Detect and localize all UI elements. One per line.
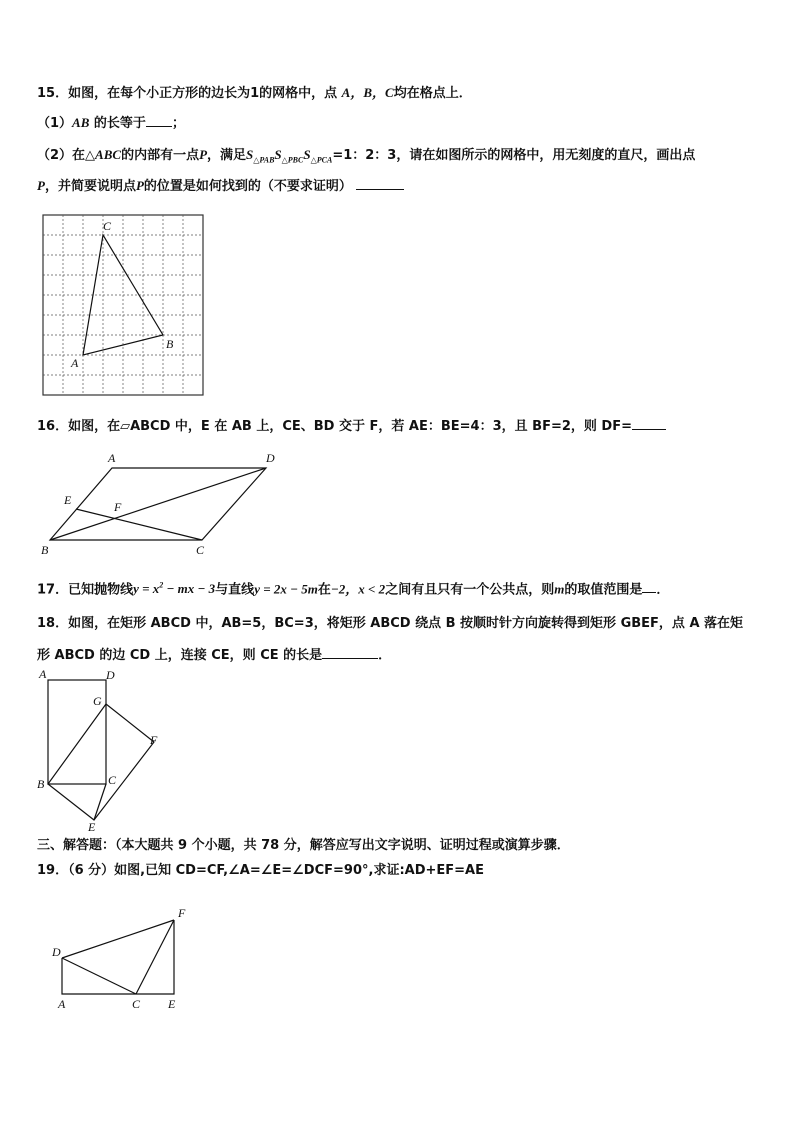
q15-area-1: $S_{\triangle PAB}$ <box>246 147 275 165</box>
q17-mid1: 与直线 <box>215 582 255 598</box>
q15-part2-p: P <box>199 147 208 162</box>
q15-part1-ab: AB <box>72 115 90 130</box>
q17-m: m <box>554 581 565 597</box>
q19-line <box>37 862 484 880</box>
label-d: D <box>52 945 61 959</box>
q18-rectangle-figure <box>36 668 166 834</box>
segment-dc <box>62 958 136 994</box>
q15-part2-p2: P <box>37 178 45 193</box>
q15-grid-figure <box>42 214 204 396</box>
q18-blank[interactable] <box>322 646 378 659</box>
q15-area-2: $S_{\triangle PBC}$ <box>274 147 304 165</box>
outer-frame <box>62 920 174 994</box>
q16-parallelogram-figure <box>36 448 286 560</box>
q15-area-3: $S_{\triangle PCA}$ <box>303 147 333 165</box>
label-a: A <box>108 451 116 465</box>
q19-figure <box>48 904 198 1012</box>
q18-text1: 18．如图，在矩形 ABCD 中，AB=5，BC=3，将矩形 ABCD 绕点 B 按顺时针方向旋转得到矩形 GBEF，点 A 落在矩 <box>37 616 744 631</box>
q17-blank[interactable] <box>642 580 656 593</box>
label-b: B <box>37 777 45 791</box>
q17-number: 17．已知抛物线 <box>37 582 134 598</box>
q17-mid2: 在 <box>317 582 331 598</box>
label-e: E <box>64 493 72 507</box>
label-f: F <box>114 500 122 514</box>
q17-eq2: y = 2x − 5m <box>254 581 318 597</box>
label-a: A <box>71 356 79 370</box>
q18-line2 <box>37 646 391 665</box>
q15-part2-p3: P <box>135 178 144 193</box>
label-a: A <box>58 997 66 1011</box>
q17-dot: ． <box>656 582 670 598</box>
label-b: B <box>41 543 49 557</box>
label-g: G <box>93 694 102 708</box>
q15-points: A，B，C <box>341 85 394 100</box>
rectangle-gbef <box>48 704 154 820</box>
label-e: E <box>168 997 176 1011</box>
section-3-heading <box>37 837 570 855</box>
q15-part2-abc: ABC <box>95 147 122 162</box>
q18-line1 <box>37 615 743 633</box>
q18-end: ． <box>378 648 392 663</box>
q17-mid3: 之间有且只有一个公共点，则 <box>385 582 555 598</box>
label-d: D <box>106 668 115 682</box>
q15-part2-mid: 的内部有一点 <box>121 148 200 163</box>
q17-line <box>37 577 669 599</box>
label-c: C <box>108 773 117 787</box>
q15-part2-ratio: =1：2：3，请在如图所示的网格中，用无刻度的直尺，画出点 <box>332 148 696 163</box>
q18-text2: 形 ABCD 的边 CD 上，连接 CE，则 CE 的长是 <box>37 648 323 663</box>
q15-intro-end: 均在格点上． <box>393 86 472 101</box>
label-b: B <box>166 337 174 351</box>
q16-text: 16．如图，在▱ABCD 中，E 在 AB 上，CE、BD 交于 F，若 AE：BE=4：3，且 BF=2，则 DF= <box>37 419 632 434</box>
q15-part1-blank[interactable] <box>146 114 172 127</box>
segment-ce <box>94 784 106 820</box>
label-e: E <box>88 820 96 834</box>
q15-part2-cond: ，满足 <box>207 148 247 163</box>
label-c: C <box>103 219 112 233</box>
q15-part1-label: （1） <box>37 116 73 131</box>
label-c: C <box>132 997 141 1011</box>
q15-number: 15． <box>37 86 69 101</box>
q15-line1 <box>37 84 472 103</box>
q19-text: 19．（6 分）如图,已知 CD=CF,∠A=∠E=∠DCF=90°,求证:AD+EF=AE <box>37 863 484 878</box>
grid-lines <box>43 215 203 395</box>
label-f: F <box>150 733 158 747</box>
q15-part2-blank[interactable] <box>356 177 404 190</box>
q15-part2-line1 <box>37 146 695 170</box>
q15-part1-end: ； <box>171 116 185 131</box>
q17-end: 的取值范围是 <box>564 582 643 598</box>
q17-range: −2，x < 2 <box>330 581 386 597</box>
q15-part2-line2 <box>37 177 404 196</box>
label-c: C <box>196 543 205 557</box>
q15-part1 <box>37 114 185 133</box>
label-a: A <box>39 668 47 681</box>
q16-line <box>37 417 666 436</box>
q15-part2-text: ，并简要说明点 <box>44 179 136 194</box>
q15-part2-label: （2）在△ <box>37 148 96 163</box>
q15-part1-text: 的长等于 <box>93 116 146 131</box>
label-f: F <box>178 906 186 920</box>
q15-intro: 如图，在每个小正方形的边长为1的网格中，点 <box>68 86 338 101</box>
q17-eq1: $y = x^2$ − mx − 3 <box>133 581 216 597</box>
label-d: D <box>266 451 275 465</box>
section-3-text: 三、解答题：（本大题共 9 个小题，共 78 分，解答应写出文字说明、证明过程或演算步骤． <box>37 838 570 853</box>
q16-blank[interactable] <box>632 417 666 430</box>
q15-part2-text2: 的位置是如何找到的（不要求证明） <box>143 179 352 194</box>
